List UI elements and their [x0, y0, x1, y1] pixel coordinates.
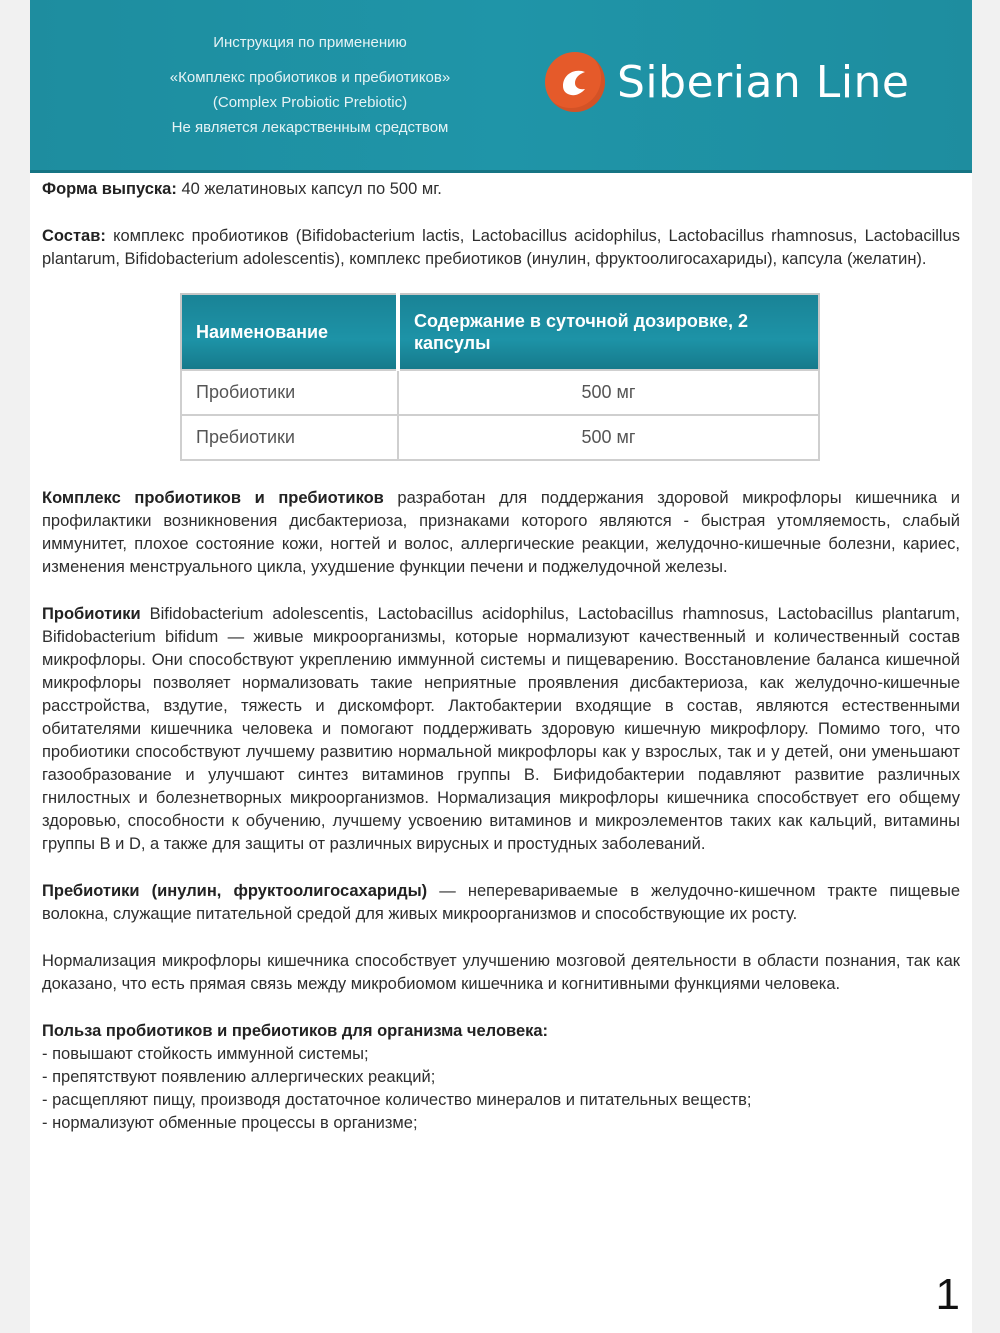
paragraph-probiotics-bold: Пробиотики [42, 605, 141, 623]
table-row [181, 415, 819, 460]
paragraph-complex-text: разработан для поддержания здоровой микрофлоры кишечника и профилактики возникновения дисбактериоза, признаками которого являются - быстрая утомляемость, слабый иммунитет, плохое состояние кожи, ногтей и волос, аллергические реакции, желудочно-кишечные болезни, кариес, изменения менструального цикла, ухудшение функции печени и поджелудочной железы. [42, 489, 961, 576]
paragraph-complex [42, 487, 960, 579]
composition [42, 225, 960, 271]
paragraph-complex-bold: Комплекс пробиотиков и пребиотиков [42, 489, 384, 507]
brand-circle-icon [545, 52, 605, 112]
header-instruction-title: Инструкция по применению [213, 34, 407, 51]
list-item: - препятствуют появлению аллергических реакций; [42, 1068, 436, 1086]
table-cell-value: 500 мг [398, 415, 819, 460]
page-margin-right [972, 0, 1000, 1333]
benefits-title [42, 1020, 960, 1043]
table-header-row [181, 294, 819, 370]
release-form [42, 178, 960, 201]
page-number: 1 [935, 1270, 960, 1319]
page-margin-left [0, 0, 30, 1333]
header-product-name-latin: (Complex Probiotic Prebiotic) [212, 94, 408, 111]
paragraph-probiotics [42, 603, 960, 856]
table-cell-name: Пребиотики [181, 415, 398, 460]
paragraph-prebiotics-text: — неперевариваемые в желудочно-кишечном тракте пищевые волокна, служащие питательной средой для живых микроорганизмов и способствующие их росту. [42, 882, 961, 923]
paragraph-prebiotics-bold: Пребиотики (инулин, фруктоолигосахариды) [42, 882, 428, 900]
table-header-content: Содержание в суточной дозировке, 2 капсулы [398, 294, 819, 370]
table-header-name: Наименование [181, 294, 398, 370]
list-item: - нормализуют обменные процессы в организме; [42, 1114, 418, 1132]
paragraph-probiotics-text: Bifidobacterium adolescentis, Lactobacillus acidophilus, Lactobacillus rhamnosus, Lactobacillus plantarum, Bifidobacterium bifidum — живые микроорганизмы, которые нормализуют качественный и количественный состав микрофлоры. Они способствуют укреплению иммунной системы и пищеварению. Восстановление баланса кишечной микрофлоры позволяет нормализовать такие неприятные проявления дисбактериоза, как желудочно-кишечные расстройства, вздутие, тяжесть и дискомфорт. Лактобактерии входящие в состав, являются естественными обитателями кишечника человека и помогают поддерживать здоровую кишечную микрофлору. Помимо того, что пробиотики способствуют лучшему развитию нормальной микрофлоры как у взрослых, так и у детей, они уменьшают газообразование и улучшают синтез витаминов группы B. Бифидобактерии подавляют развитие различных гнилостных и болезнетворных микроорганизмов. Нормализация микрофлоры кишечника способствует его общему здоровью, способности к обучению, лучшему усвоению витаминов и микроэлементов таких как кальций, витамины группы B и D, а также для защиты от различных вирусных и простудных заболеваний. [42, 605, 960, 853]
table-row [181, 370, 819, 415]
brand-name: Siberian Line [617, 56, 910, 108]
brand-logo [545, 52, 910, 112]
composition-label: Состав: [42, 227, 106, 245]
paragraph-brain: Нормализация микрофлоры кишечника способствует улучшению мозговой деятельности в области познания, так как доказано, что есть прямая связь между микробиомом кишечника и когнитивными функциями человека. [42, 952, 960, 993]
paragraph-prebiotics [42, 880, 960, 926]
release-form-label: Форма выпуска: [42, 180, 177, 198]
header-disclaimer: Не является лекарственным средством [171, 119, 449, 136]
list-item: - расщепляют пищу, производя достаточное количество минералов и питательных веществ; [42, 1091, 752, 1109]
header-banner [30, 0, 972, 173]
header-title-block [110, 30, 510, 140]
list-item: - повышают стойкость иммунной системы; [42, 1045, 369, 1063]
header-product-name: «Комплекс пробиотиков и пребиотиков» [169, 69, 451, 86]
release-form-text: 40 желатиновых капсул по 500 мг. [176, 180, 442, 198]
table-cell-name: Пробиотики [181, 370, 398, 415]
benefits-title-text: Польза пробиотиков и пребиотиков для организма человека: [42, 1022, 549, 1040]
composition-text: комплекс пробиотиков (Bifidobacterium lactis, Lactobacillus acidophilus, Lactobacillus rhamnosus, Lactobacillus plantarum, Bifidobacterium adolescentis), комплекс пребиотиков (инулин, фруктоолигосахариды), капсула (желатин). [42, 227, 960, 268]
table-cell-value: 500 мг [398, 370, 819, 415]
composition-table [180, 293, 820, 461]
document-body [42, 178, 960, 1135]
